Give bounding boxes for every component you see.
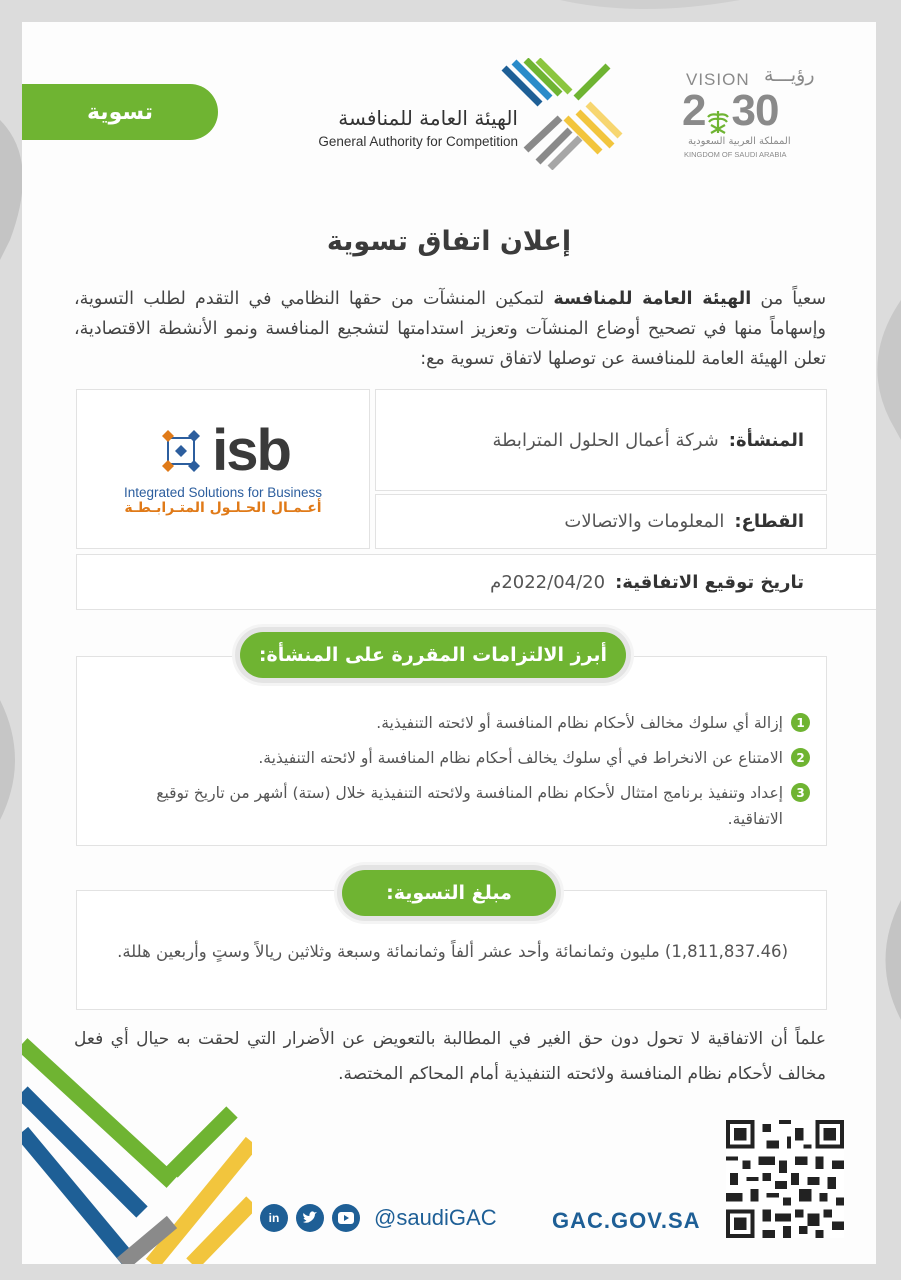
- social-links: [260, 1204, 497, 1232]
- date-field: [76, 554, 876, 610]
- obligations-list: [108, 710, 810, 841]
- vision-year: [682, 86, 778, 136]
- sector-field: [375, 494, 827, 549]
- youtube-icon[interactable]: [332, 1204, 360, 1232]
- closing-note: علماً أن الاتفاقية لا تحول دون حق الغير في المطالبة بالتعويض عن الأضرار التي لحقت به حيال أي فعل مخالف لأحكام نظام المنافسة ولائحته التنفيذية أمام المحاكم المختصة.: [74, 1029, 826, 1084]
- obligation-number-badge: 3: [791, 783, 810, 802]
- vision-country-en: KINGDOM OF SAUDI ARABIA: [684, 150, 787, 159]
- intro-part1: سعياً من: [751, 289, 827, 309]
- intro-paragraph: [74, 284, 826, 374]
- authority-name-ar: الهيئة العامة للمنافسة: [338, 106, 518, 130]
- isb-diamond-icon: [156, 426, 206, 476]
- vision-country-ar: المملكة العربية السعودية: [688, 136, 791, 147]
- sector-label: القطاع:: [734, 511, 804, 532]
- vision-word-ar: رؤيـــة: [764, 64, 815, 86]
- settlement-heading: مبلغ التسوية:: [342, 870, 556, 916]
- obligation-number-badge: 2: [791, 748, 810, 767]
- obligation-text: الامتناع عن الانخراط في أي سلوك يخالف أحكام نظام المنافسة أو لائحته التنفيذية.: [258, 749, 783, 767]
- entity-logo-box: [76, 389, 370, 549]
- vision-year-right: 30: [731, 86, 779, 135]
- intro-part2: لتمكين المنشآت من حقها النظامي في التقدم لطلب التسوية، وإسهاماً منها في تصحيح أوضاع المنشآت وتعزيز استدامتها لتشجيع المنافسة ونمو الأنشطة الاقتصادية، تعلن الهيئة العامة للمنافسة عن توصلها لاتفاق تسوية مع:: [74, 289, 826, 369]
- palm-emblem-icon: [705, 98, 731, 128]
- date-value: 2022/04/20م: [490, 571, 606, 593]
- corner-decoration: [22, 1032, 252, 1264]
- social-handle[interactable]: @saudiGAC: [374, 1205, 497, 1230]
- isb-logo: [156, 417, 290, 483]
- isb-tagline-en: Integrated Solutions for Business: [123, 484, 323, 500]
- date-label: تاريخ توقيع الاتفاقية:: [615, 571, 804, 593]
- obligation-text: إعداد وتنفيذ برنامج امتثال لأحكام نظام المنافسة ولائحته التنفيذية خلال (ستة) أشهر من تاريخ توقيع الاتفاقية.: [156, 784, 783, 828]
- linkedin-icon[interactable]: in: [260, 1204, 288, 1232]
- isb-wordmark: isb: [212, 417, 290, 483]
- sector-value: المعلومات والاتصالات: [564, 511, 725, 532]
- announcement-card: [22, 22, 876, 1264]
- isb-tagline-ar: أعـمـال الحـلـول المتـرابـطـة: [124, 499, 322, 516]
- settlement-tag: تسوية: [22, 84, 218, 140]
- settlement-amount: (1,811,837.46) مليون وثمانمائة وأحد عشر ألفاً وثمانمائة وسبعة وثلاثين ريالاً وستٍ وأربعين هللة.: [117, 942, 788, 961]
- entity-field: [375, 389, 827, 491]
- entity-label: المنشأة:: [728, 429, 804, 451]
- obligation-number-badge: 1: [791, 713, 810, 732]
- website-link[interactable]: GAC.GOV.SA: [552, 1208, 701, 1233]
- obligation-item: [108, 710, 810, 736]
- qr-code-icon: [726, 1120, 844, 1238]
- obligation-item: [108, 780, 810, 832]
- twitter-icon[interactable]: [296, 1204, 324, 1232]
- page-title: إعلان اتفاق تسوية: [326, 226, 572, 257]
- intro-authority-bold: الهيئة العامة للمنافسة: [553, 289, 752, 309]
- entity-value: شركة أعمال الحلول المترابطة: [492, 429, 719, 451]
- obligations-heading: أبرز الالتزامات المقررة على المنشأة:: [240, 632, 626, 678]
- obligation-item: [108, 745, 810, 771]
- authority-name-en: General Authority for Competition: [318, 134, 518, 149]
- vision-word: VISION: [686, 70, 750, 89]
- vision-2030-logo: [678, 66, 828, 166]
- obligation-text: إزالة أي سلوك مخالف لأحكام نظام المنافسة أو لائحته التنفيذية.: [376, 714, 783, 732]
- vision-year-left: 2: [682, 86, 706, 135]
